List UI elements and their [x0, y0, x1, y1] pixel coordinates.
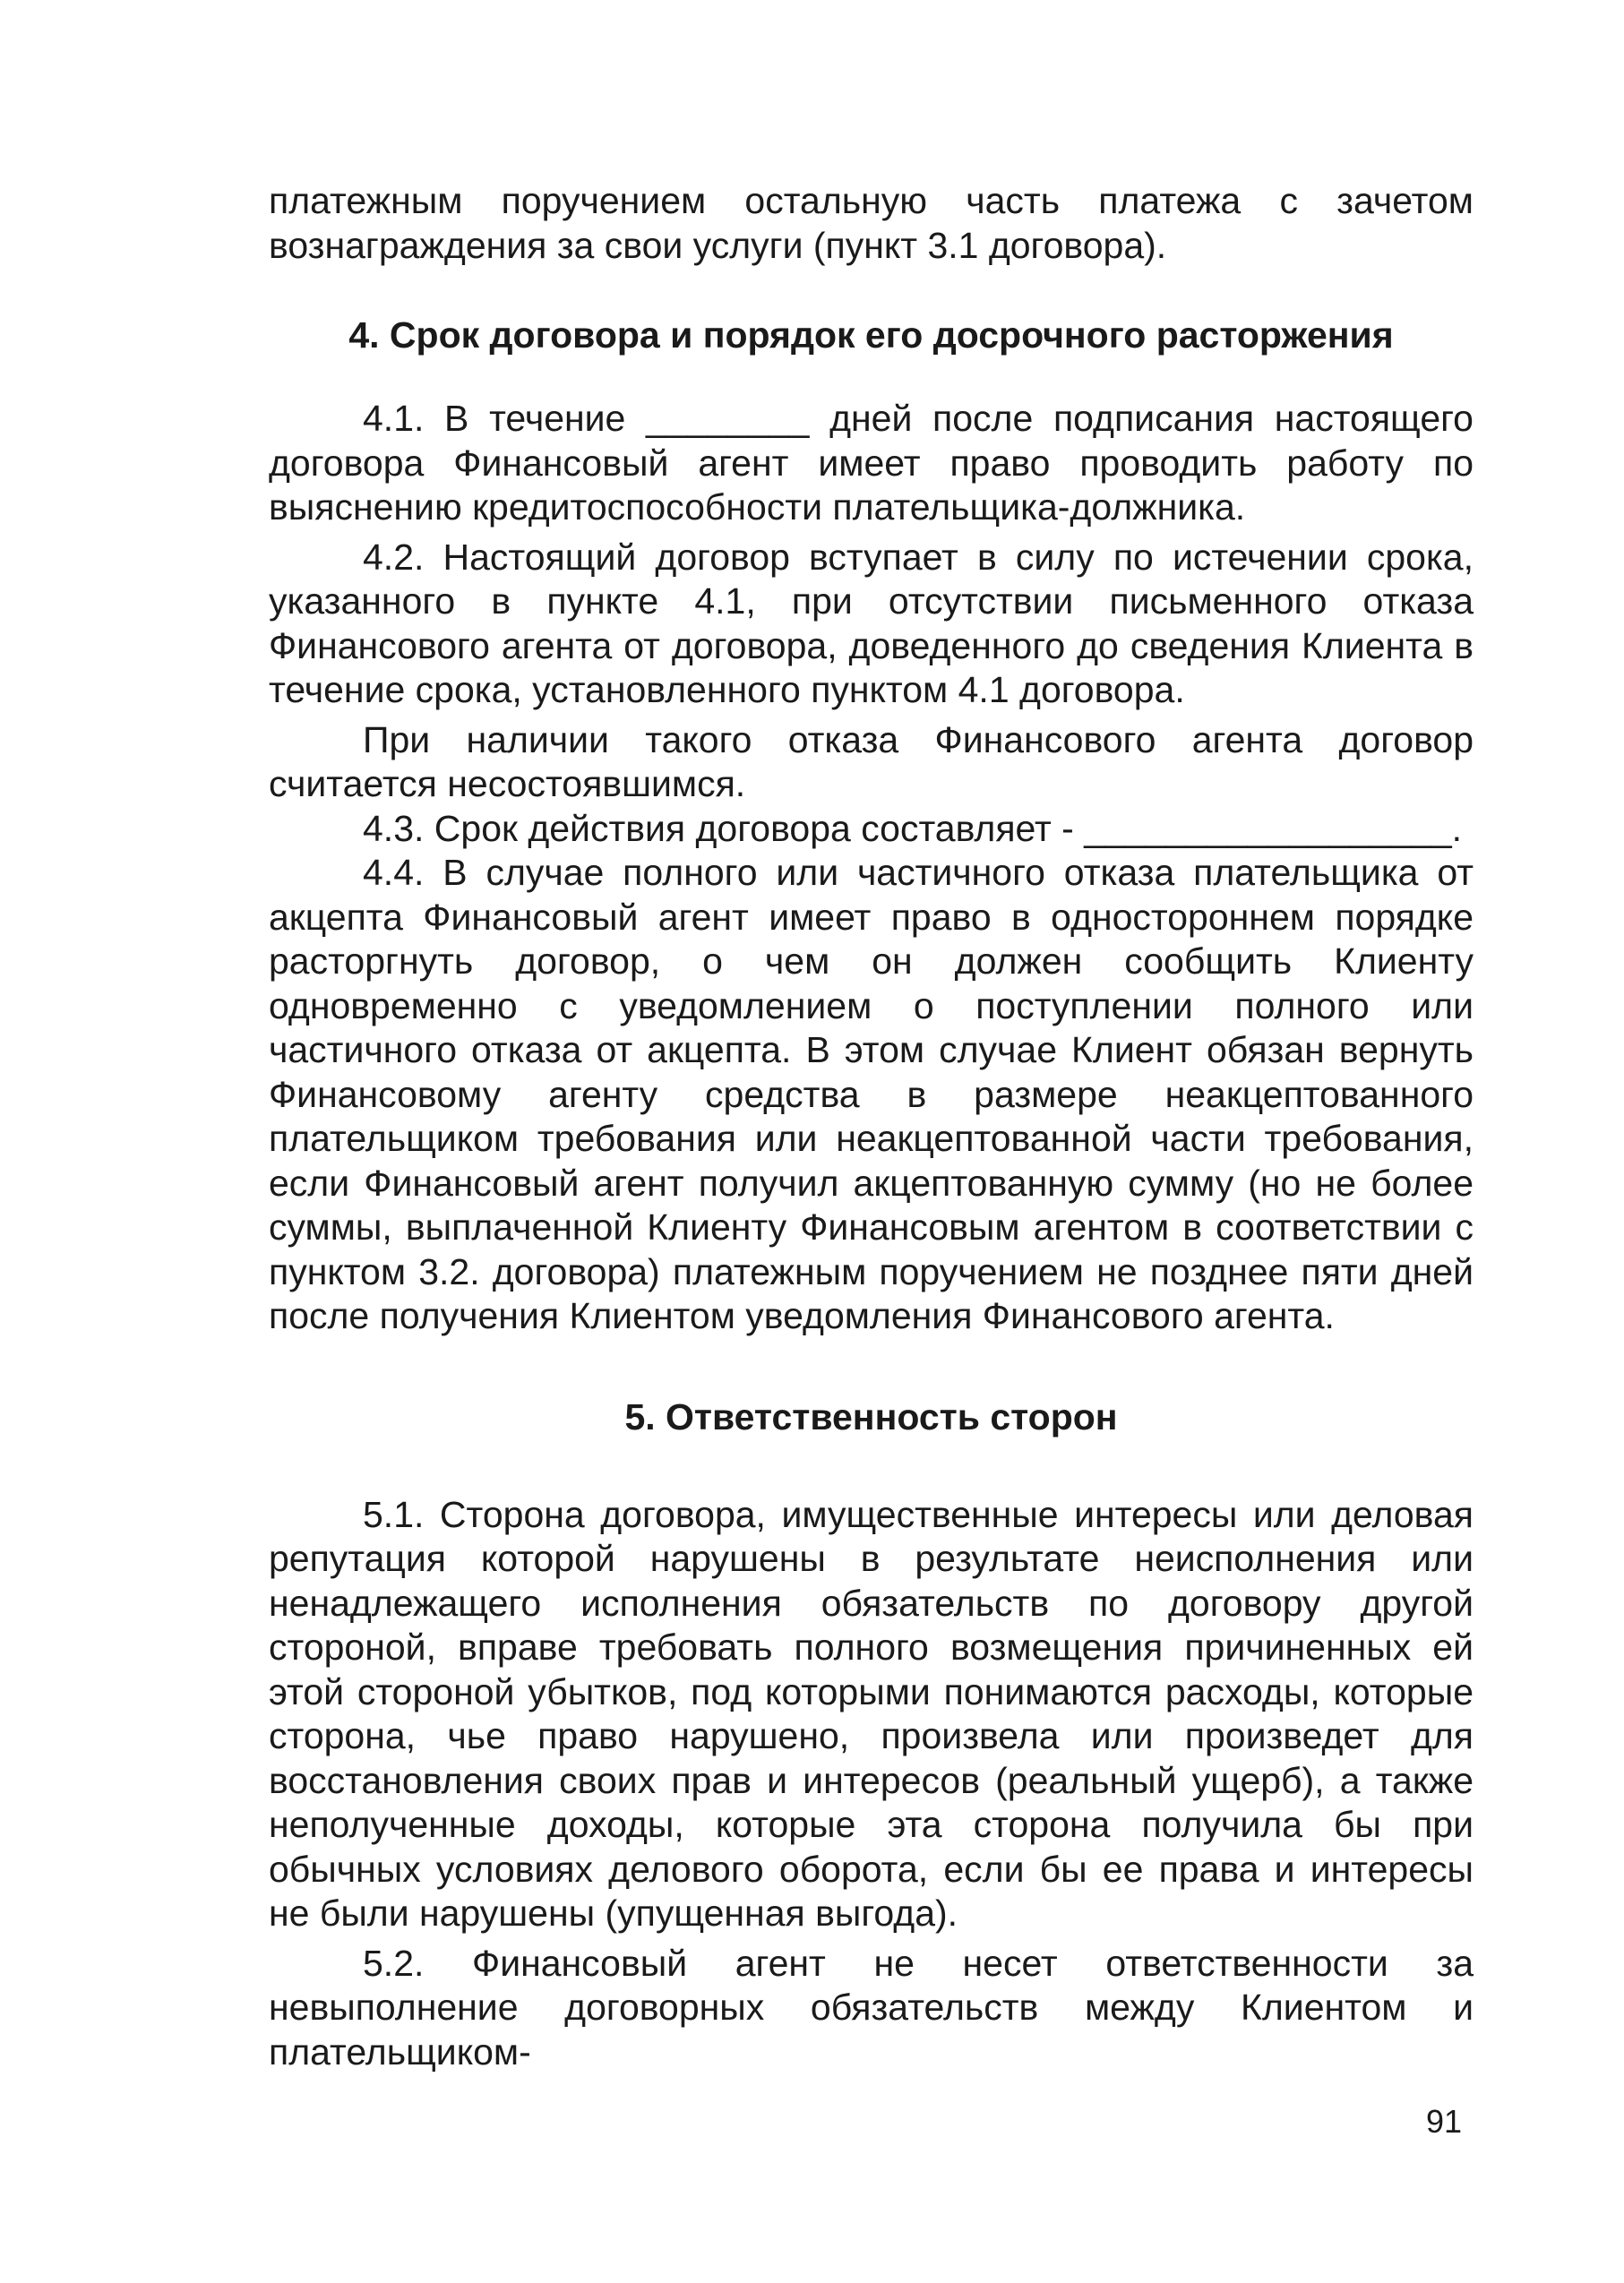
clause-4-2: 4.2. Настоящий договор вступает в силу по истечении срока, указанного в пункте 4.1, при отсутствии письменного отказа Финансового агента от договора, доведенного до сведения Клиента в течение срока, установленного пунктом 4.1 договора.	[269, 536, 1474, 710]
page-number: 91	[1426, 2103, 1463, 2140]
intro-paragraph: платежным поручением остальную часть платежа с зачетом вознаграждения за свои услуги (пункт 3.1 договора).	[269, 180, 1474, 266]
clause-5-2: 5.2. Финансовый агент не несет ответственности за невыполнение договорных обязательств между Клиентом и плательщиком-	[269, 1942, 1474, 2073]
document-page	[269, 179, 1474, 2074]
clause-4-4: 4.4. В случае полного или частичного отказа плательщика от акцепта Финансовый агент имеет право в одностороннем порядке расторгнуть договор, о чем он должен сообщить Клиенту одновременно с уведомлением о поступлении полного или частичного отказа от акцепта. В этом случае Клиент обязан вернуть Финансовому агенту средства в размере неакцептованного плательщиком требования или неакцептованной части требования, если Финансовый агент получил акцептованную сумму (но не более суммы, выплаченной Клиенту Финансовым агентом в соответствии с пунктом 3.2. договора) платежным поручением не позднее пяти дней после получения Клиентом уведомления Финансового агента.	[269, 852, 1474, 1336]
clause-4-1: 4.1. В течение ________ дней после подписания настоящего договора Финансовый агент имеет право проводить работу по выяснению кредитоспособности плательщика-должника.	[269, 398, 1474, 528]
clause-4-2-note: При наличии такого отказа Финансового агента договор считается несостоявшимся.	[269, 718, 1474, 804]
clause-4-3: 4.3. Срок действия договора составляет - __________________.	[363, 807, 1463, 849]
clause-5-1: 5.1. Сторона договора, имущественные интересы или деловая репутация которой нарушены в результате неисполнения или ненадлежащего исполнения обязательств по договору другой стороной, вправе требовать полного возмещения причиненных ей этой стороной убытков, под которыми понимаются расходы, которые сторона, чье право нарушено, произвела или произведет для восстановления своих прав и интересов (реальный ущерб), а также неполученные доходы, которые эта сторона получила бы при обычных условиях делового оборота, если бы ее права и интересы не были нарушены (упущенная выгода).	[269, 1493, 1474, 1934]
section-5-heading: 5. Ответственность сторон	[624, 1395, 1118, 1438]
section-4-heading: 4. Срок договора и порядок его досрочного расторжения	[348, 314, 1394, 356]
